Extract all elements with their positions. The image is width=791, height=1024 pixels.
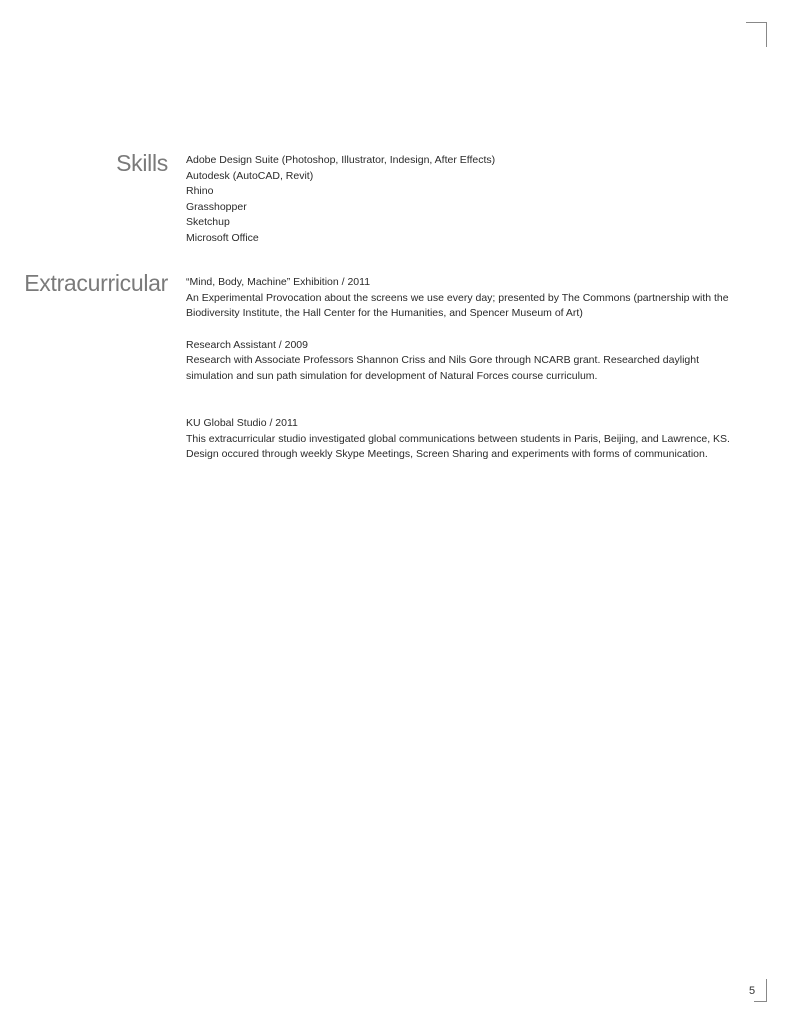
page-number: 5: [748, 985, 756, 997]
entry-description: An Experimental Provocation about the screens we use every day; presented by The Commons (partnership with the Biodiversity Institute, the Hall Center for the Humanities, and Spencer Museum of Art): [186, 291, 729, 319]
skills-heading: Skills: [116, 150, 168, 176]
extracurricular-entry: [186, 338, 746, 385]
skills-list: [186, 153, 746, 246]
entry-title: “Mind, Body, Machine” Exhibition / 2011: [186, 276, 371, 288]
top-corner-mark: [746, 22, 767, 47]
extracurricular-entry: [186, 416, 746, 463]
skill-item: Rhino: [186, 185, 214, 197]
extracurricular-heading: Extracurricular: [24, 270, 168, 296]
skill-item: Adobe Design Suite (Photoshop, Illustrator, Indesign, After Effects): [186, 154, 496, 166]
entry-title: Research Assistant / 2009: [186, 338, 308, 351]
extracurricular-entry: [186, 275, 746, 322]
entry-description: This extracurricular studio investigated global communications between students in Paris, Beijing, and Lawrence, KS. Design occured through weekly Skype Meetings, Screen Sharing and experiments with forms of communication.: [186, 432, 730, 460]
skill-item: Sketchup: [186, 216, 230, 228]
entry-title: KU Global Studio / 2011: [186, 417, 298, 429]
skill-item: Microsoft Office: [186, 231, 259, 244]
skill-item: Grasshopper: [186, 200, 247, 213]
extracurricular-list: [186, 275, 746, 479]
skill-item: Autodesk (AutoCAD, Revit): [186, 169, 314, 182]
entry-description: Research with Associate Professors Shannon Criss and Nils Gore through NCARB grant. Researched daylight simulation and sun path simulation for development of Natural Forces course curriculum.: [186, 354, 699, 382]
entry-spacer: [186, 400, 746, 416]
